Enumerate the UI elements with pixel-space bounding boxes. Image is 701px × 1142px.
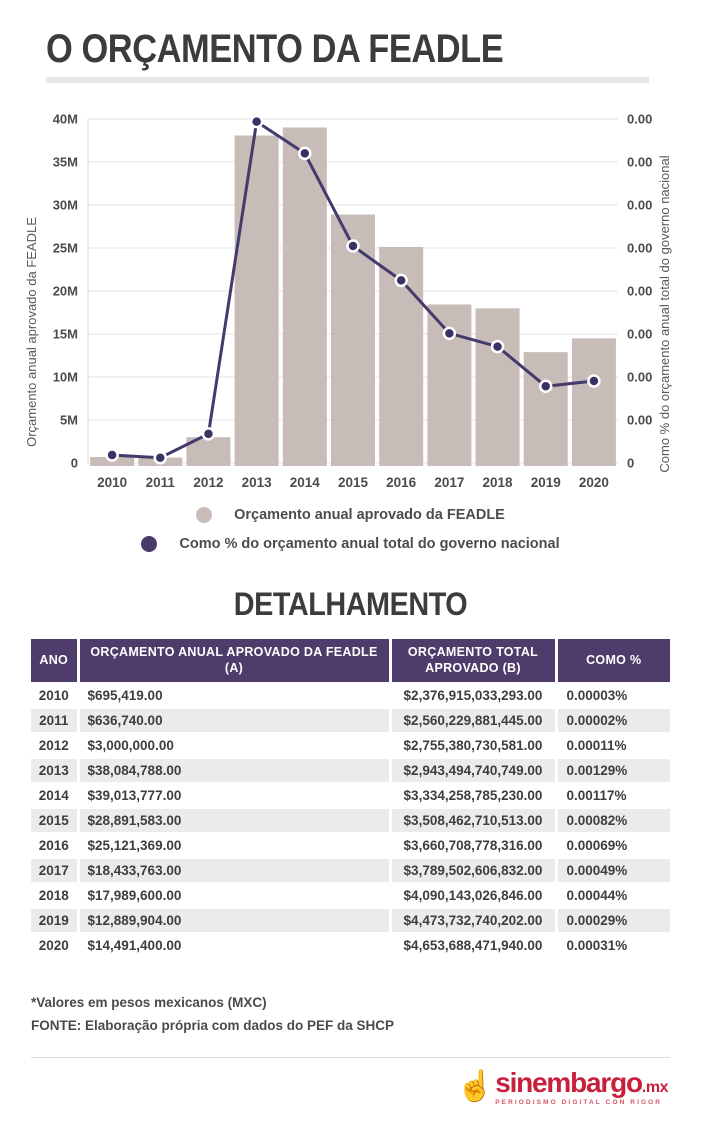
legend-dot	[141, 536, 157, 552]
table-cell: $2,943,494,740,749.00	[390, 758, 556, 783]
table-row	[31, 933, 670, 957]
column-header-2: ORÇAMENTO TOTAL APROVADO (B)	[390, 639, 556, 683]
x-axis-label: 2019	[530, 475, 561, 490]
left-axis-tick: 20M	[52, 283, 78, 299]
table-cell: 2017	[31, 858, 78, 883]
table-row	[31, 858, 670, 883]
x-axis-label: 2011	[145, 475, 175, 490]
table-cell: 0.00031%	[556, 933, 670, 957]
table-header-row	[31, 639, 670, 683]
table-cell: 0.00069%	[556, 833, 670, 858]
footnotes	[31, 991, 670, 1037]
table-cell: $2,755,380,730,581.00	[390, 733, 556, 758]
table-cell: $39,013,777.00	[78, 783, 390, 808]
right-axis-tick: 0.00	[627, 111, 653, 127]
table-cell: 2019	[31, 908, 78, 933]
budget-combo-chart	[0, 89, 701, 501]
right-axis-tick: 0.00	[627, 197, 653, 213]
legend-label: Orçamento anual aprovado da FEADLE	[234, 507, 505, 523]
table-cell: 2020	[31, 933, 78, 957]
table-cell: $25,121,369.00	[78, 833, 390, 858]
line-point-2015	[348, 241, 359, 252]
left-axis-tick: 30M	[52, 197, 78, 213]
table-cell: $695,419.00	[78, 683, 390, 708]
right-axis-tick: 0.00	[627, 412, 653, 428]
bar-2019	[524, 352, 568, 466]
x-axis-label: 2015	[337, 475, 369, 490]
brand-tagline: PERIODISMO DIGITAL CON RIGOR	[495, 1098, 663, 1106]
line-point-2010	[107, 450, 118, 461]
table-cell: $38,084,788.00	[78, 758, 390, 783]
bar-2018	[476, 308, 520, 466]
table-cell: 2010	[31, 683, 78, 708]
table-cell: $636,740.00	[78, 708, 390, 733]
table-cell: 2016	[31, 833, 78, 858]
table-row	[31, 808, 670, 833]
column-header-0: ANO	[31, 639, 78, 683]
legend-label: Como % do orçamento anual total do governo nacional	[179, 536, 560, 552]
table-row	[31, 683, 670, 708]
left-axis-tick: 5M	[59, 412, 78, 428]
legend-item-1	[141, 536, 559, 552]
brand-name: sinembargo	[495, 1066, 642, 1098]
column-header-3: COMO %	[556, 639, 670, 683]
right-axis-tick: 0.00	[627, 154, 653, 170]
line-point-2013	[251, 116, 262, 127]
table-cell: 0.00049%	[556, 858, 670, 883]
line-point-2018	[492, 341, 503, 352]
table-cell: $3,508,462,710,513.00	[390, 808, 556, 833]
table-cell: 0.00117%	[556, 783, 670, 808]
table-cell: $17,989,600.00	[78, 883, 390, 908]
table-cell: 2012	[31, 733, 78, 758]
footer-divider	[31, 1057, 670, 1058]
left-axis-tick: 0	[70, 455, 78, 471]
footer	[0, 1068, 668, 1106]
table-row	[31, 833, 670, 858]
page-title: O ORÇAMENTO DA FEADLE	[46, 27, 504, 71]
line-point-2011	[155, 452, 166, 463]
detail-table-wrap	[31, 639, 670, 957]
table-cell: 2011	[31, 708, 78, 733]
legend-dot	[196, 507, 212, 523]
table-row	[31, 758, 670, 783]
x-axis-label: 2017	[434, 475, 465, 490]
chart-area	[0, 89, 701, 501]
x-axis-label: 2018	[482, 475, 513, 490]
pointing-hand-icon: ☝	[456, 1069, 495, 1103]
x-axis-label: 2014	[289, 475, 320, 490]
x-axis-label: 2012	[193, 475, 224, 490]
table-cell: 2015	[31, 808, 78, 833]
right-axis-title: Como % do orçamento anual total do governo nacional	[657, 155, 672, 473]
line-point-2020	[588, 375, 599, 386]
table-cell: 2014	[31, 783, 78, 808]
table-cell: $3,000,000.00	[78, 733, 390, 758]
line-point-2017	[444, 328, 455, 339]
table-row	[31, 883, 670, 908]
table-cell: $2,376,915,033,293.00	[390, 683, 556, 708]
left-axis-tick: 15M	[52, 326, 78, 342]
left-axis-tick: 40M	[52, 111, 78, 127]
table-cell: $4,653,688,471,940.00	[390, 933, 556, 957]
x-axis-label: 2020	[578, 475, 609, 490]
table-row	[31, 708, 670, 733]
table-cell: $4,473,732,740,202.00	[390, 908, 556, 933]
table-cell: 2018	[31, 883, 78, 908]
title-underline	[46, 77, 649, 83]
footnote-values-currency: *Valores em pesos mexicanos (MXC)	[31, 994, 267, 1010]
line-point-2014	[299, 148, 310, 159]
table-cell: $12,889,904.00	[78, 908, 390, 933]
left-axis-tick: 25M	[52, 240, 78, 256]
detail-table	[31, 639, 670, 957]
chart-legend	[0, 507, 701, 552]
table-cell: 0.00011%	[556, 733, 670, 758]
right-axis-tick: 0.00	[627, 369, 653, 385]
x-axis-label: 2013	[241, 475, 272, 490]
table-cell: $14,491,400.00	[78, 933, 390, 957]
table-cell: 0.00044%	[556, 883, 670, 908]
table-cell: $4,090,143,026,846.00	[390, 883, 556, 908]
detail-heading: DETALHAMENTO	[233, 586, 468, 622]
legend-item-0	[196, 507, 505, 523]
line-point-2019	[540, 381, 551, 392]
right-axis-tick: 0.00	[627, 283, 653, 299]
x-axis-label: 2010	[97, 475, 128, 490]
x-axis-label: 2016	[386, 475, 417, 490]
left-axis-tick: 35M	[52, 154, 78, 170]
left-axis-title: Orçamento anual aprovado da FEADLE	[24, 217, 39, 447]
table-cell: 0.00002%	[556, 708, 670, 733]
table-row	[31, 733, 670, 758]
line-point-2016	[396, 275, 407, 286]
table-cell: $28,891,583.00	[78, 808, 390, 833]
table-cell: 0.00129%	[556, 758, 670, 783]
table-row	[31, 783, 670, 808]
footnote-source: FONTE: Elaboração própria com dados do PEF da SHCP	[31, 1017, 395, 1033]
left-axis-tick: 10M	[52, 369, 78, 385]
table-cell: $3,334,258,785,230.00	[390, 783, 556, 808]
table-cell: $2,560,229,881,445.00	[390, 708, 556, 733]
line-point-2012	[203, 428, 214, 439]
table-cell: $3,660,708,778,316.00	[390, 833, 556, 858]
table-cell: 2013	[31, 758, 78, 783]
table-cell: $3,789,502,606,832.00	[390, 858, 556, 883]
right-axis-tick: 0.00	[627, 326, 653, 342]
bar-2020	[572, 338, 616, 466]
brand-suffix: .mx	[641, 1078, 668, 1096]
table-cell: $18,433,763.00	[78, 858, 390, 883]
table-cell: 0.00029%	[556, 908, 670, 933]
table-cell: 0.00082%	[556, 808, 670, 833]
column-header-1: ORÇAMENTO ANUAL APROVADO DA FEADLE (A)	[78, 639, 390, 683]
table-cell: 0.00003%	[556, 683, 670, 708]
right-axis-tick: 0	[627, 455, 635, 471]
header	[0, 0, 701, 83]
right-axis-tick: 0.00	[627, 240, 653, 256]
brand-logo	[457, 1068, 668, 1106]
bar-2014	[283, 127, 327, 466]
bar-2013	[235, 135, 279, 466]
table-row	[31, 908, 670, 933]
